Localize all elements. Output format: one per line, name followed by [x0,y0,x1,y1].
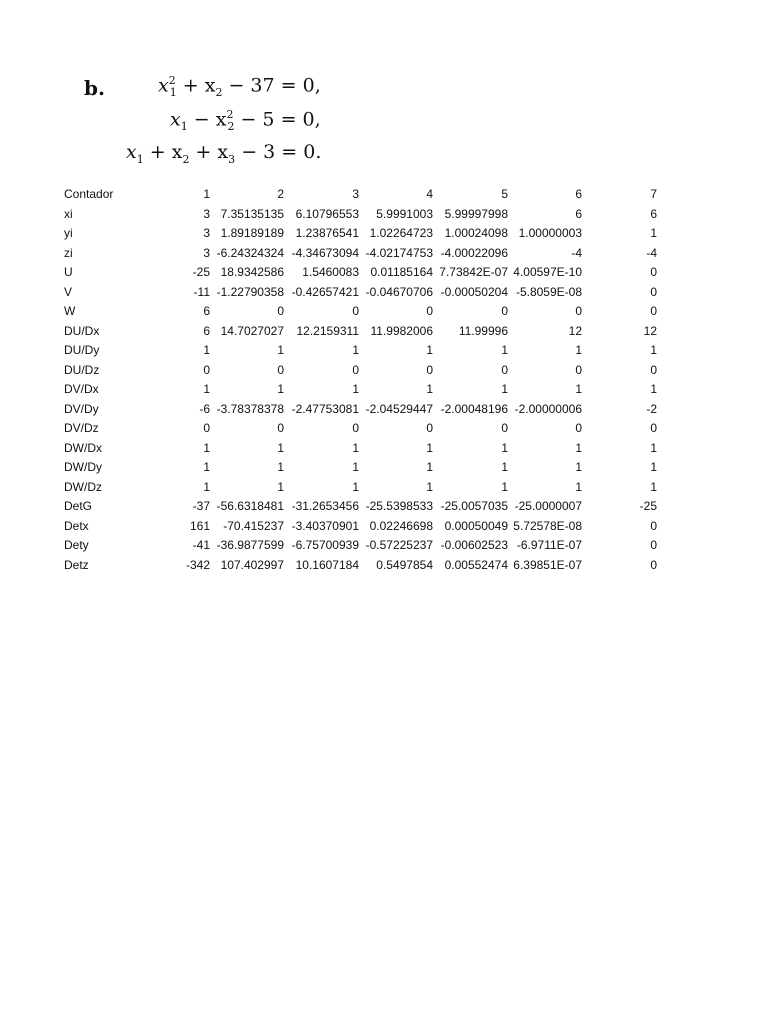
table-cell: -25 [639,499,657,513]
table-cell: -0.42657421 [291,284,359,299]
table-cell: -4.02174753 [365,245,433,260]
table-cell: 0 [650,284,657,299]
table-cell: 1 [501,479,508,494]
table-cell: -56.6318481 [216,499,284,513]
table-cell: 0 [575,421,582,435]
header-col: 2 [277,187,284,201]
table-cell: 0 [650,304,657,318]
row-label: xi [64,206,73,221]
table-cell: 1 [277,460,284,474]
table-cell: 0 [426,362,433,377]
equation-1 [158,74,321,99]
table-cell: 0 [650,421,657,435]
equation-2 [170,108,321,133]
eq1-term-a-exponent: 2 [168,74,176,87]
table-cell: 1 [426,343,433,357]
table-cell: 11.99996 [458,323,508,338]
table-cell: -0.04670706 [365,284,433,299]
eq3-term-a-subscript: 1 [136,152,144,166]
row-label: Detx [64,518,89,533]
table-cell: -4.34673094 [291,245,359,260]
table-row [0,361,768,381]
table-row [0,439,768,459]
header-col: 3 [352,187,359,201]
table-cell: 0.00050049 [444,518,508,533]
eq1-term-b-subscript: 2 [215,86,223,100]
table-row [0,458,768,478]
table-cell: -25.0000007 [514,499,582,513]
row-label: Detz [64,557,89,572]
table-row [0,341,768,361]
table-cell: -0.00050204 [440,284,508,299]
table-cell: 1 [650,460,657,474]
table-cell: -37 [192,499,210,513]
table-cell: 1 [352,382,359,396]
eq2-term-a-subscript: 1 [180,120,188,134]
table-cell: 3 [203,245,210,260]
table-cell: 0.5497854 [376,557,433,572]
table-cell: -4 [646,245,657,260]
table-cell: 0 [650,362,657,377]
table-cell: 6.10796553 [295,206,359,221]
table-cell: 107.402997 [220,557,284,572]
table-cell: 1.89189189 [220,226,284,240]
table-cell: 5.9991003 [376,206,433,221]
table-cell: 3 [203,206,210,221]
table-cell: 0 [277,362,284,377]
equation-3 [126,141,321,166]
table-cell: -2.00048196 [440,401,508,416]
row-label: DU/Dy [64,343,100,357]
table-cell: 5.72578E-08 [513,518,582,533]
table-cell: -70.415237 [223,518,284,533]
table-cell: 1 [575,440,582,455]
row-label: yi [64,226,73,240]
problem-statement [0,70,768,170]
eq3-term-a: x [126,141,137,163]
table-cell: 0 [203,421,210,435]
table-row [0,400,768,420]
table-cell: -3.40370901 [291,518,359,533]
table-cell: 1 [426,382,433,396]
row-label: U [64,265,73,279]
table-cell: 1 [426,479,433,494]
table-cell: 0 [426,304,433,318]
table-cell: 4.00597E-10 [513,265,582,279]
table-cell: 1 [575,479,582,494]
table-cell: 0 [352,304,359,318]
table-cell: 1 [277,382,284,396]
table-cell: 1 [277,479,284,494]
eq2-term-b: − x [187,108,227,131]
row-label: zi [64,245,73,260]
table-cell: 1 [203,440,210,455]
table-cell: -2.47753081 [291,401,359,416]
table-row [0,536,768,556]
table-cell: 1 [352,343,359,357]
table-cell: -342 [185,557,210,572]
table-cell: -6 [199,401,210,416]
table-cell: 7.35135135 [220,206,284,221]
table-cell: 0 [501,421,508,435]
eq3-term-c: + x [189,141,229,163]
table-cell: 0 [501,304,508,318]
table-cell: 1.23876541 [295,226,359,240]
table-cell: 1 [650,382,657,396]
table-cell: -1.22790358 [216,284,284,299]
eq1-rest: − 37 = 0, [222,74,321,97]
table-row [0,478,768,498]
table-cell: 12 [568,323,582,338]
row-label: DV/Dy [64,401,99,416]
table-cell: 1 [203,460,210,474]
row-label: Dety [64,538,89,552]
row-label: DW/Dz [64,479,102,494]
row-label: DU/Dx [64,323,100,338]
table-cell: 12.2159311 [296,323,359,338]
table-cell: -25.5398533 [365,499,433,513]
table-cell: 7.73842E-07 [439,265,508,279]
header-col: 5 [501,187,508,201]
table-cell: 1 [426,440,433,455]
table-row [0,380,768,400]
table-cell: 1 [352,479,359,494]
table-cell: 0.00552474 [444,557,508,572]
table-cell: 1 [277,343,284,357]
table-cell: 1 [650,226,657,240]
table-cell: 6.39851E-07 [513,557,582,572]
table-cell: 1 [203,343,210,357]
table-cell: -25 [192,265,210,279]
row-label: DV/Dz [64,421,99,435]
table-cell: 0 [575,304,582,318]
table-row [0,224,768,244]
table-cell: -2.04529447 [365,401,433,416]
table-cell: -4 [571,245,582,260]
table-cell: 0 [650,557,657,572]
table-cell: -6.24324324 [216,245,284,260]
table-row [0,497,768,517]
table-cell: 0 [352,421,359,435]
table-cell: 0 [650,518,657,533]
table-cell: 6 [203,304,210,318]
table-cell: 11.9982006 [370,323,433,338]
eq3-rest: − 3 = 0. [235,141,322,163]
table-cell: 1 [426,460,433,474]
table-row [0,205,768,225]
table-cell: 12 [643,323,657,338]
eq2-term-b-subscript: 2 [227,120,235,134]
header-col: 6 [575,187,582,201]
table-row [0,556,768,576]
table-row [0,244,768,264]
table-cell: 161 [189,518,210,533]
problem-label: b. [84,76,105,100]
table-cell: 0 [352,362,359,377]
table-cell: 1 [501,440,508,455]
table-cell: -25.0057035 [440,499,508,513]
table-cell: -31.2653456 [291,499,359,513]
table-cell: 1.00024098 [444,226,508,240]
table-cell: -0.57225237 [365,538,433,552]
table-cell: 1 [650,440,657,455]
header-col: 1 [203,187,210,201]
table-cell: 6 [575,206,582,221]
table-cell: 18.9342586 [220,265,284,279]
table-cell: 1 [501,382,508,396]
eq1-term-b: + x [176,74,216,97]
table-cell: -36.9877599 [216,538,284,552]
eq2-term-b-exponent: 2 [226,108,234,121]
table-cell: -2.00000006 [514,401,582,416]
table-cell: 0 [203,362,210,377]
table-cell: -2 [646,401,657,416]
header-col: 4 [426,187,433,201]
row-label: V [64,284,73,299]
row-label: DW/Dx [64,440,102,455]
eq3-term-c-subscript: 3 [228,152,236,166]
table-cell: -6.75700939 [291,538,359,552]
table-cell: 1 [650,479,657,494]
table-cell: -41 [192,538,210,552]
table-cell: 0 [277,421,284,435]
table-cell: -11 [193,284,210,299]
table-cell: 1 [575,460,582,474]
table-row [0,517,768,537]
table-cell: 1.5460083 [302,265,359,279]
table-cell: 0 [650,265,657,279]
row-label: DU/Dz [64,362,100,377]
table-cell: -5.8059E-08 [515,284,582,299]
table-cell: 1 [203,382,210,396]
table-cell: 0 [575,362,582,377]
row-label: DW/Dy [64,460,102,474]
table-row [0,302,768,322]
table-cell: 3 [203,226,210,240]
table-cell: 0 [501,362,508,377]
table-cell: 10.1607184 [295,557,359,572]
table-cell: -3.78378378 [216,401,284,416]
table-cell: 0 [426,421,433,435]
table-cell: 1 [352,440,359,455]
table-cell: -4.00022096 [440,245,508,260]
table-cell: 6 [203,323,210,338]
table-cell: 1.02264723 [369,226,433,240]
table-row [0,283,768,303]
table-cell: 1 [575,382,582,396]
table-cell: 0 [650,538,657,552]
table-cell: 0 [277,304,284,318]
table-cell: 0.02246698 [369,518,433,533]
eq3-term-b: + x [143,141,183,163]
eq1-term-a: x [158,74,169,97]
eq2-rest: − 5 = 0, [234,108,321,131]
table-cell: 1 [501,460,508,474]
row-label: W [64,304,76,318]
table-cell: 1 [277,440,284,455]
eq1-term-a-subscript: 1 [169,86,177,100]
table-cell: 1 [203,479,210,494]
eq2-term-a: x [170,108,181,131]
table-cell: 1 [650,343,657,357]
header-col: 7 [650,187,657,201]
table-cell: 1 [352,460,359,474]
table-cell: 1 [575,343,582,357]
table-row [0,263,768,283]
row-label: DetG [64,499,93,513]
eq3-term-b-subscript: 2 [182,152,190,166]
table-row [0,419,768,439]
table-header-row [0,185,768,205]
table-cell: 6 [650,206,657,221]
header-label: Contador [64,187,114,201]
table-cell: -6.9711E-07 [516,538,582,552]
iteration-table [0,185,768,575]
table-cell: 14.7027027 [220,323,284,338]
table-cell: 1 [501,343,508,357]
table-cell: 0.01185164 [370,265,433,279]
table-cell: 5.99997998 [444,206,508,221]
row-label: DV/Dx [64,382,99,396]
table-row [0,322,768,342]
table-cell: -0.00602523 [440,538,508,552]
table-cell: 1.00000003 [518,226,582,240]
